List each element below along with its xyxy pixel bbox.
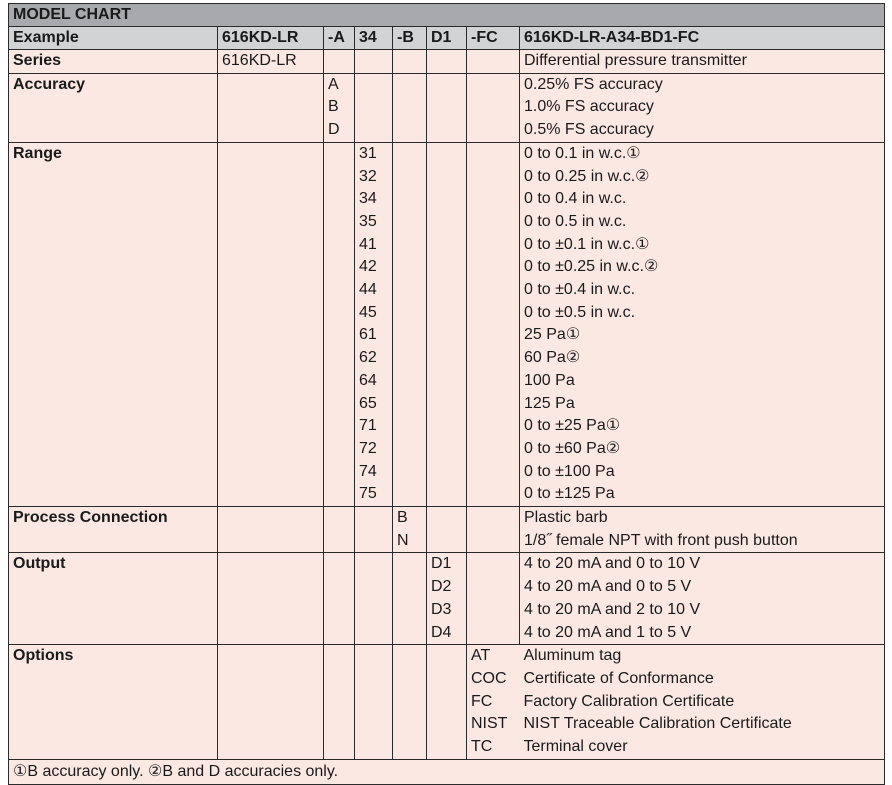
cell-line: 4 to 20 mA and 1 to 5 V <box>524 623 692 641</box>
header-cell: 616KD-LR-A34-BD1-FC <box>520 27 885 50</box>
cell-line: 0.5% FS accuracy <box>524 121 654 139</box>
header-cell: -FC <box>467 27 520 50</box>
cell-line: 75 <box>359 485 377 503</box>
cell-line: 64 <box>359 371 377 389</box>
out-cell <box>427 73 467 142</box>
cell-line: 4 to 20 mA and 2 to 10 V <box>524 600 701 618</box>
proc-cell <box>393 553 427 645</box>
cell-line: 31 <box>359 144 377 162</box>
series-cell <box>218 645 324 760</box>
cell-line: 616KD-LR <box>222 52 297 69</box>
cell-line: B <box>328 98 339 116</box>
cell-line: Certificate of Conformance <box>523 669 714 687</box>
chart-title-row <box>9 4 885 27</box>
opt-cell <box>467 73 520 142</box>
desc-cell <box>520 553 885 645</box>
cell-line: 65 <box>359 394 377 412</box>
proc-cell <box>393 50 427 74</box>
cell-line: 0 to ±0.5 in w.c. <box>524 303 636 321</box>
header-cell: Example <box>9 27 218 50</box>
cell-line: TC <box>471 738 493 756</box>
opt-cell <box>467 553 520 645</box>
acc-cell <box>324 553 355 645</box>
cell-line: 71 <box>359 417 377 435</box>
cell-line: 60 Pa② <box>524 349 581 367</box>
header-cell: -A <box>324 27 355 50</box>
cell-line: 0.25% FS accuracy <box>524 75 663 93</box>
range-cell <box>355 73 393 142</box>
cell-line: D1 <box>431 555 452 573</box>
cell-line: D4 <box>431 623 452 641</box>
cell-line: 0 to 0.1 in w.c.① <box>524 144 641 162</box>
cell-line: COC <box>471 669 507 687</box>
table-row <box>9 73 885 142</box>
category-label: Range <box>9 142 218 506</box>
cell-line: 0 to ±25 Pa① <box>524 417 621 435</box>
acc-cell <box>324 73 355 142</box>
chart-title: MODEL CHART <box>9 4 885 27</box>
desc-cell <box>520 50 885 74</box>
cell-line: 0 to ±125 Pa <box>524 485 615 503</box>
header-cell: 616KD-LR <box>218 27 324 50</box>
table-row <box>9 142 885 506</box>
cell-line: D2 <box>431 578 452 596</box>
cell-line: 74 <box>359 462 377 480</box>
category-label: Options <box>9 645 218 760</box>
cell-line: 125 Pa <box>524 394 575 412</box>
out-cell <box>427 50 467 74</box>
desc-cell <box>520 507 885 553</box>
series-cell <box>218 142 324 506</box>
cell-line: 0 to ±0.4 in w.c. <box>524 281 636 299</box>
cell-line: NIST Traceable Calibration Certificate <box>523 715 792 733</box>
desc-cell <box>520 645 885 760</box>
category-label: Process Connection <box>9 507 218 553</box>
cell-line: 0 to 0.25 in w.c.② <box>524 167 650 185</box>
out-cell <box>427 142 467 506</box>
cell-line: 1.0% FS accuracy <box>524 98 654 116</box>
footnote: ①B accuracy only. ②B and D accuracies only. <box>9 759 885 784</box>
acc-cell <box>324 142 355 506</box>
opt-cell <box>467 50 520 74</box>
model-chart <box>8 3 884 785</box>
cell-line: 62 <box>359 349 377 367</box>
cell-line: 0 to ±0.25 in w.c.② <box>524 258 659 276</box>
table-row <box>9 553 885 645</box>
cell-line: 100 Pa <box>524 371 575 389</box>
cell-line: 32 <box>359 167 377 185</box>
example-row <box>9 27 885 50</box>
cell-line: Differential pressure transmitter <box>524 52 747 69</box>
category-label: Output <box>9 553 218 645</box>
opt-cell <box>467 645 520 760</box>
cell-line: 0 to 0.4 in w.c. <box>524 190 627 208</box>
opt-cell <box>467 142 520 506</box>
cell-line: 0 to ±60 Pa② <box>524 439 621 457</box>
out-cell <box>427 645 467 760</box>
table-row <box>9 645 885 760</box>
desc-cell <box>520 73 885 142</box>
cell-line: 34 <box>359 190 377 208</box>
cell-line: 45 <box>359 303 377 321</box>
range-cell <box>355 507 393 553</box>
cell-line: Terminal cover <box>523 738 628 756</box>
cell-line: 72 <box>359 439 377 457</box>
header-cell: D1 <box>427 27 467 50</box>
cell-line: D3 <box>431 600 452 618</box>
range-cell <box>355 645 393 760</box>
header-cell: 34 <box>355 27 393 50</box>
cell-line: Factory Calibration Certificate <box>523 692 735 710</box>
proc-cell <box>393 73 427 142</box>
table-row <box>9 50 885 74</box>
cell-line: A <box>328 75 339 93</box>
range-cell <box>355 553 393 645</box>
proc-cell <box>393 507 427 553</box>
cell-line: Aluminum tag <box>523 647 622 665</box>
out-cell <box>427 507 467 553</box>
cell-line: Plastic barb <box>524 509 608 527</box>
model-chart-table <box>8 3 885 785</box>
series-cell <box>218 50 324 74</box>
desc-cell <box>520 142 885 506</box>
cell-line: 0 to ±100 Pa <box>524 462 615 480</box>
header-cell: -B <box>393 27 427 50</box>
cell-line: AT <box>471 647 491 665</box>
proc-cell <box>393 645 427 760</box>
opt-cell <box>467 507 520 553</box>
series-cell <box>218 553 324 645</box>
cell-line: D <box>328 121 340 139</box>
range-cell <box>355 50 393 74</box>
category-label: Accuracy <box>9 73 218 142</box>
category-label: Series <box>9 50 218 74</box>
cell-line: FC <box>471 692 493 710</box>
cell-line: 25 Pa① <box>524 326 581 344</box>
cell-line: 35 <box>359 212 377 230</box>
cell-line: 4 to 20 mA and 0 to 5 V <box>524 578 692 596</box>
cell-line: 0 to ±0.1 in w.c.① <box>524 235 650 253</box>
cell-line: 1/8˝ female NPT with front push button <box>524 531 798 549</box>
series-cell <box>218 507 324 553</box>
cell-line: 61 <box>359 326 377 344</box>
acc-cell <box>324 645 355 760</box>
range-cell <box>355 142 393 506</box>
cell-line: 41 <box>359 235 377 253</box>
acc-cell <box>324 50 355 74</box>
cell-line: 42 <box>359 258 377 276</box>
cell-line: 0 to 0.5 in w.c. <box>524 212 627 230</box>
cell-line: NIST <box>471 715 508 733</box>
cell-line: B <box>397 509 408 527</box>
footnote-row <box>9 759 885 784</box>
cell-line: 44 <box>359 281 377 299</box>
cell-line: N <box>397 531 409 549</box>
series-cell <box>218 73 324 142</box>
cell-line: 4 to 20 mA and 0 to 10 V <box>524 555 701 573</box>
table-row <box>9 507 885 553</box>
acc-cell <box>324 507 355 553</box>
out-cell <box>427 553 467 645</box>
proc-cell <box>393 142 427 506</box>
